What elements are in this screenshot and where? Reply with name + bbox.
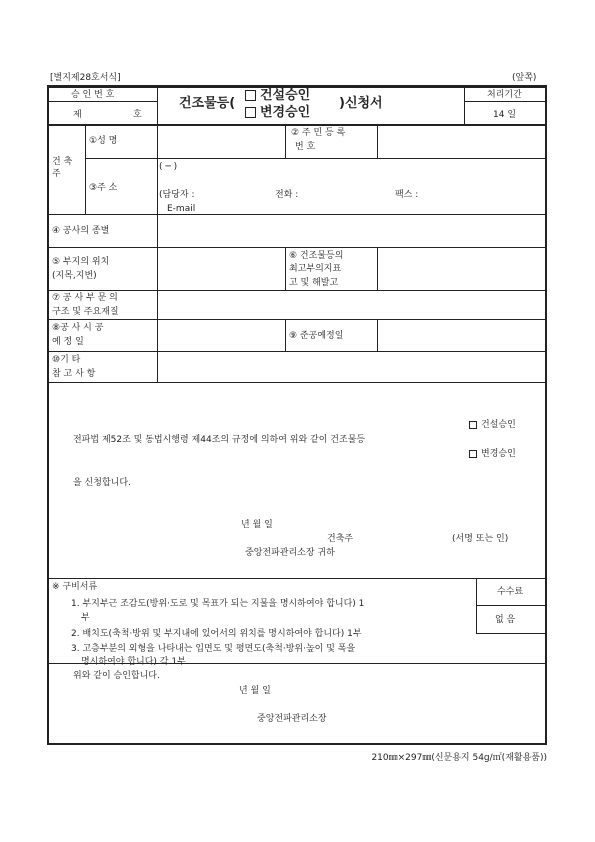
- fee-label: 수수료: [497, 587, 524, 597]
- doc-item-1: 1. 부지부근 조감도(방위·도로 및 목표가 되는 지물을 명시하여야 합니다) 1: [71, 599, 365, 609]
- fax-field[interactable]: 팩스 :: [395, 190, 419, 200]
- form-number: [별지제28호서식]: [50, 73, 121, 83]
- approval-number-label: 승 인 번 호: [71, 90, 115, 100]
- page-side: (앞쪽): [512, 73, 537, 83]
- application-statement-end: 을 신청합니다.: [73, 478, 131, 488]
- option-change: 변경승인: [245, 107, 310, 119]
- required-docs-heading: ※ 구비서류: [52, 582, 98, 592]
- check-change: 변경승인: [469, 448, 516, 460]
- applicant-label: 건축주: [327, 534, 354, 544]
- fee-value: 없 음: [495, 615, 516, 625]
- postal-code-field[interactable]: ( ─ ): [159, 162, 178, 172]
- approval-date: 년 월 일: [239, 686, 271, 696]
- start-date-label-2: 예 정 일: [52, 337, 84, 347]
- phone-field[interactable]: 전화 :: [275, 190, 299, 200]
- owner-section-label-2: 주: [52, 169, 61, 179]
- addressee: 중앙전파관리소장 귀하: [245, 548, 335, 558]
- owner-section-label: 건 축: [52, 157, 73, 167]
- checkbox-icon[interactable]: [469, 450, 477, 458]
- email-field[interactable]: E-mail: [167, 204, 196, 214]
- structure-label: ⑦ 공 사 부 문 의: [52, 293, 118, 303]
- approval-statement: 위와 같이 승인합니다.: [73, 671, 160, 681]
- structure-label-2: 구조 및 주요재질: [52, 307, 119, 317]
- checkbox-icon[interactable]: [245, 90, 256, 101]
- name-label: ①성 명: [89, 136, 118, 146]
- doc-item-1-cont: 부: [81, 613, 90, 623]
- other-notes-label: ⑩기 타: [52, 355, 81, 365]
- doc-item-3-cont: 명시하여야 합니다) 각 1부: [81, 657, 186, 667]
- application-statement: 전파법 제52조 및 동법시행령 제44조의 규정에 의하여 위와 같이 건조물등: [73, 435, 366, 445]
- height-label-2: 최고부의지표: [289, 264, 342, 274]
- application-form: [47, 85, 547, 745]
- signature-label: (서명 또는 인): [452, 534, 509, 544]
- other-notes-label-2: 참 고 사 항: [52, 369, 96, 379]
- completion-date-label: ⑨ 준공예정일: [289, 331, 344, 341]
- resident-number-label-2: 번 호: [295, 142, 316, 152]
- doc-item-3: 3. 고층부분의 외형을 나타내는 입면도 및 평면도(축척·방위·높이 및 폭을: [71, 644, 356, 654]
- je-label: 제: [73, 110, 82, 120]
- checkbox-icon[interactable]: [469, 421, 477, 429]
- approval-authority: 중앙전파관리소장: [257, 714, 327, 724]
- check-construction: 건설승인: [469, 419, 516, 431]
- application-date: 년 월 일: [241, 520, 273, 530]
- contact-person-field[interactable]: (담당자 :: [159, 190, 195, 200]
- height-label-3: 고 및 해발고: [289, 278, 339, 288]
- construction-type-label: ④ 공사의 종별: [52, 226, 110, 236]
- doc-item-2: 2. 배치도(축척·방위 및 부지내에 있어서의 위치를 명시하여야 합니다) 1부: [71, 629, 362, 639]
- checkbox-icon[interactable]: [245, 107, 256, 118]
- start-date-label: ⑧공 사 시 공: [52, 323, 104, 333]
- processing-period-label: 처리기간: [487, 90, 522, 100]
- address-label: ③주 소: [89, 183, 118, 193]
- resident-number-label: ② 주 민 등 록: [291, 128, 346, 138]
- paper-spec-footer: 210㎜×297㎜(신문용지 54g/㎡(재활용품)): [371, 753, 547, 763]
- ho-label: 호: [133, 110, 142, 120]
- site-location-sub-label: (지목,지번): [52, 271, 97, 281]
- title-suffix: )신청서: [339, 96, 383, 111]
- height-label: ⑥ 건조물등의: [289, 251, 344, 261]
- site-location-label: ⑤ 부지의 위치: [52, 257, 110, 267]
- title-prefix: 건조물등(: [179, 96, 236, 111]
- processing-period-value: 14 일: [493, 110, 517, 120]
- option-construction: 건설승인: [245, 90, 310, 102]
